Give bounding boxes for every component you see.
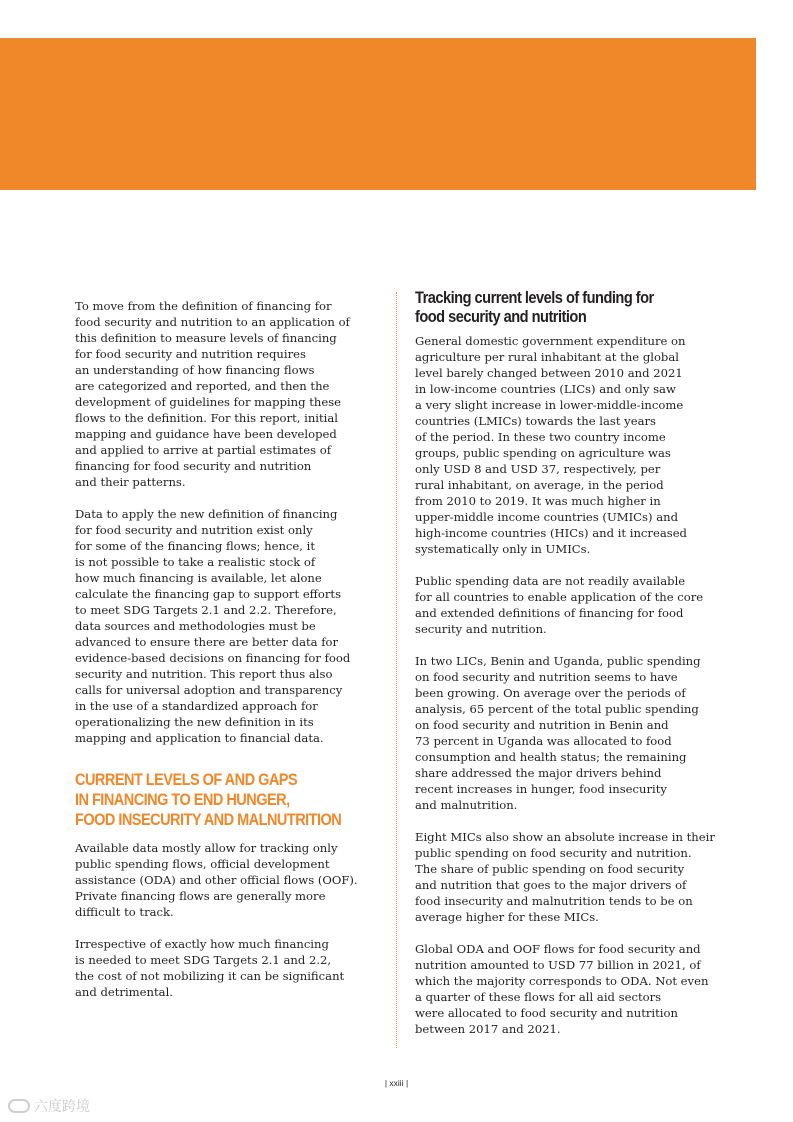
body-paragraph: Global ODA and OOF flows for food security and nutrition amounted to USD 77 billion in 2021, of which the majority corresponds to ODA. Not even a quarter of these flows for all aid sectors were allocated to food security and nutrition between 2017 and 2021. [415, 942, 709, 1036]
orange-header-banner [0, 38, 756, 190]
section-heading: CURRENT LEVELS OF AND GAPS IN FINANCING TO END HUNGER, FOOD INSECURITY AND MALNUTRITION [75, 771, 342, 829]
body-paragraph: To move from the definition of financing for food security and nutrition to an application of this definition to measure levels of financing for food security and nutrition requires an understanding of how financing flows are categorized and reported, and then the development of guidelines for mapping these flows to the definition. For this report, initial mapping and guidance have been developed and applied to arrive at partial estimates of financing for food security and nutrition and their patterns. [75, 299, 350, 489]
page-number: | xxiii | [384, 1078, 409, 1088]
body-paragraph: Eight MICs also show an absolute increase in their public spending on food security and nutrition. The share of public spending on food security and nutrition that goes to the major drivers of food insecurity and malnutrition tends to be on average higher for these MICs. [415, 830, 715, 924]
watermark [8, 1096, 90, 1116]
body-paragraph: Public spending data are not readily available for all countries to enable application of the core and extended definitions of financing for food security and nutrition. [415, 574, 704, 636]
body-paragraph: Available data mostly allow for tracking only public spending flows, official development assistance (ODA) and other official flows (OOF). Private financing flows are generally more difficult to track. [75, 841, 358, 919]
watermark-text: 六度跨境 [34, 1099, 90, 1115]
body-paragraph: In two LICs, Benin and Uganda, public spending on food security and nutrition seems to have been growing. On average over the periods of analysis, 65 percent of the total public spending on food security and nutrition in Benin and 73 percent in Uganda was allocated to food consumption and health status; the remaining share addressed the major drivers behind recent increases in hunger, food insecurity and malnutrition. [415, 654, 701, 812]
column-divider [396, 292, 397, 1048]
body-paragraph: Data to apply the new definition of financing for food security and nutrition exist only for some of the financing flows; hence, it is not possible to take a realistic stock of how much financing is available, let alone calculate the financing gap to support efforts to meet SDG Targets 2.1 and 2.2. Therefore, data sources and methodologies must be advanced to ensure there are better data for evidence-based decisions on financing for food security and nutrition. This report thus also calls for universal adoption and transparency in the use of a standardized approach for operationalizing the new definition in its mapping and application to financial data. [75, 507, 351, 745]
right-column [415, 289, 715, 1053]
column-heading: Tracking current levels of funding for food security and nutrition [415, 288, 654, 326]
left-column [75, 298, 375, 1016]
body-paragraph: Irrespective of exactly how much financing is needed to meet SDG Targets 2.1 and 2.2, the cost of not mobilizing it can be significant and detrimental. [75, 937, 345, 999]
body-paragraph: General domestic government expenditure on agriculture per rural inhabitant at the global level barely changed between 2010 and 2021 in low-income countries (LICs) and only saw a very slight increase in lower-middle-income countries (LMICs) towards the last years of the period. In these two country income groups, public spending on agriculture was only USD 8 and USD 37, respectively, per rural inhabitant, on average, in the period from 2010 to 2019. It was much higher in upper-middle income countries (UMICs) and high-income countries (HICs) and it increased systematically only in UMICs. [415, 334, 687, 556]
watermark-logo-icon [8, 1099, 30, 1113]
